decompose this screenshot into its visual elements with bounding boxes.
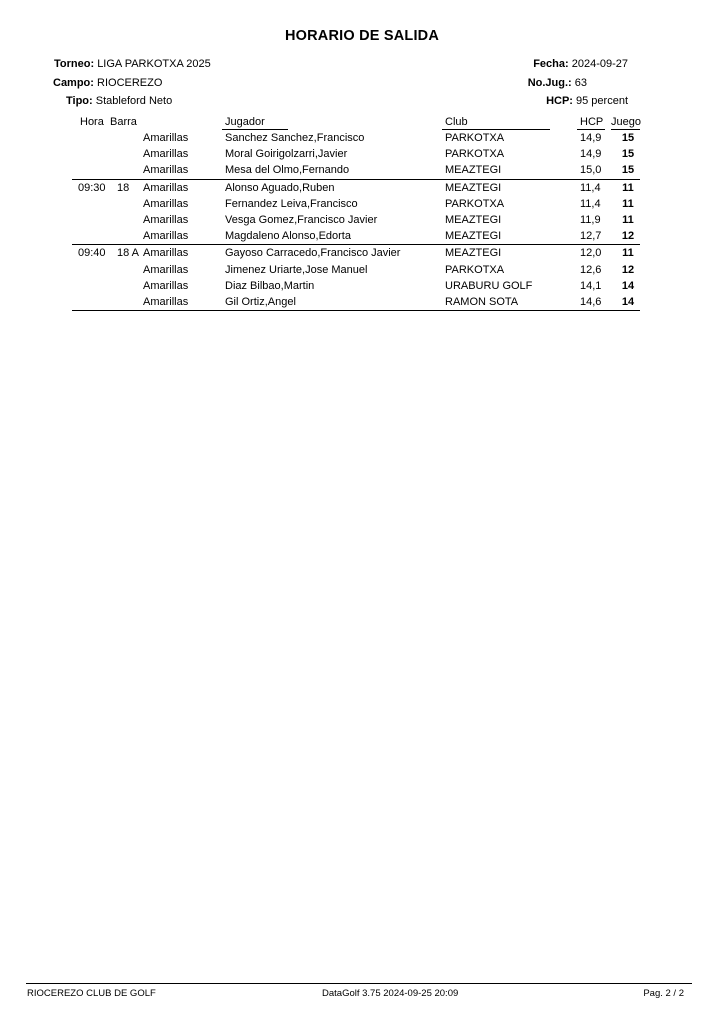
table-row: [72, 294, 640, 310]
cell-hora: 09:30: [78, 181, 106, 194]
footer-divider: [26, 983, 692, 984]
page-title: HORARIO DE SALIDA: [284, 28, 440, 44]
cell-jugador: Gil Ortiz,Angel: [225, 295, 296, 308]
table-row: [72, 278, 640, 294]
cell-club: PARKOTXA: [445, 148, 505, 161]
cell-jugador: Alonso Aguado,Ruben: [225, 181, 335, 194]
table-row: [72, 162, 640, 178]
cell-club: MEAZTEGI: [445, 181, 502, 194]
meta-right: [378, 55, 628, 111]
header-juego: Juego: [611, 116, 641, 128]
cell-juego: 15: [621, 148, 635, 161]
nojug-value: 63: [574, 76, 587, 89]
cell-tee: Amarillas: [143, 279, 189, 292]
table-row: [72, 212, 640, 228]
cell-juego: 15: [621, 164, 635, 177]
table-header: [72, 115, 640, 130]
cell-hcp: 14,9: [580, 132, 602, 144]
cell-tee: Amarillas: [143, 197, 189, 210]
footer-page-number: Pag. 2 / 2: [643, 988, 684, 999]
cell-tee: Amarillas: [143, 263, 189, 276]
footer-club-name: RIOCEREZO CLUB DE GOLF: [27, 988, 156, 999]
cell-hcp: 11,4: [580, 197, 601, 210]
cell-club: PARKOTXA: [445, 197, 505, 210]
table-row: [72, 180, 640, 196]
tee-group: [72, 180, 640, 246]
cell-club: RAMON SOTA: [445, 295, 519, 308]
table-row: [72, 245, 640, 261]
header-jugador: Jugador: [225, 116, 265, 128]
cell-tee: Amarillas: [143, 132, 189, 144]
header-hcp: HCP: [580, 116, 604, 128]
cell-club: MEAZTEGI: [445, 164, 502, 177]
cell-hcp: 11,4: [580, 181, 601, 194]
cell-juego: 11: [622, 181, 634, 194]
cell-club: URABURU GOLF: [445, 279, 533, 292]
cell-barra: 18 A: [117, 247, 140, 260]
tee-times-table: [72, 115, 640, 311]
table-row: [72, 146, 640, 162]
cell-tee: Amarillas: [143, 148, 189, 161]
cell-jugador: Gayoso Carracedo,Francisco Javier: [225, 247, 401, 260]
table-row: [72, 130, 640, 146]
torneo-value: LIGA PARKOTXA 2025: [97, 58, 211, 70]
fecha-label: Fecha:: [533, 58, 569, 70]
tipo-value: Stableford Neto: [95, 95, 173, 107]
cell-hora: 09:40: [78, 247, 106, 260]
cell-club: PARKOTXA: [445, 263, 505, 276]
cell-jugador: Magdaleno Alonso,Edorta: [225, 230, 351, 243]
fecha-value: 2024-09-27: [571, 58, 628, 70]
header-barra: Barra: [110, 116, 137, 128]
header-hora: Hora: [80, 116, 104, 128]
cell-jugador: Fernandez Leiva,Francisco: [225, 197, 358, 210]
cell-club: PARKOTXA: [445, 132, 505, 144]
cell-tee: Amarillas: [143, 295, 189, 308]
tipo-label: Tipo:: [66, 95, 93, 107]
cell-juego: 14: [621, 279, 635, 292]
hcp-label: HCP:: [546, 95, 573, 107]
hcp-row: [378, 92, 628, 111]
cell-hcp: 12,0: [580, 247, 602, 260]
cell-jugador: Moral Goirigolzarri,Javier: [225, 148, 348, 161]
nojug-row: [378, 74, 587, 93]
cell-barra: 18: [117, 181, 130, 194]
tee-group: [72, 245, 640, 311]
cell-jugador: Mesa del Olmo,Fernando: [225, 164, 350, 177]
cell-hcp: 14,1: [580, 279, 602, 292]
cell-hcp: 14,9: [580, 148, 602, 161]
cell-juego: 11: [622, 247, 634, 260]
campo-value: RIOCEREZO: [97, 76, 163, 89]
cell-juego: 14: [621, 295, 635, 308]
cell-tee: Amarillas: [143, 247, 189, 260]
table-row: [72, 228, 640, 244]
torneo-label: Torneo:: [54, 58, 95, 70]
table-row: [72, 262, 640, 278]
cell-club: MEAZTEGI: [445, 247, 502, 260]
cell-club: MEAZTEGI: [445, 213, 502, 226]
cell-juego: 12: [621, 263, 635, 276]
cell-tee: Amarillas: [143, 181, 189, 194]
cell-hcp: 15,0: [580, 164, 602, 177]
cell-juego: 12: [621, 230, 635, 243]
footer-software-stamp: DataGolf 3.75 2024-09-25 20:09: [322, 988, 459, 999]
cell-hcp: 14,6: [580, 295, 602, 308]
meta-left: [0, 55, 250, 111]
hcp-value: 95 percent: [576, 95, 628, 107]
cell-tee: Amarillas: [143, 230, 189, 243]
fecha-row: [378, 55, 628, 74]
cell-jugador: Diaz Bilbao,Martin: [225, 279, 315, 292]
campo-label: Campo:: [53, 76, 94, 89]
cell-hcp: 11,9: [580, 213, 601, 226]
cell-tee: Amarillas: [143, 164, 189, 177]
cell-hcp: 12,6: [580, 263, 602, 276]
header-club: Club: [445, 116, 468, 128]
table-row: [72, 196, 640, 212]
cell-club: MEAZTEGI: [445, 230, 502, 243]
cell-jugador: Vesga Gomez,Francisco Javier: [225, 213, 378, 226]
cell-jugador: Jimenez Uriarte,Jose Manuel: [225, 263, 368, 276]
tipo-row: [0, 92, 250, 111]
cell-tee: Amarillas: [143, 213, 189, 226]
cell-hcp: 12,7: [580, 230, 602, 243]
campo-row: [0, 74, 250, 93]
tee-group: [72, 130, 640, 180]
torneo-row: [0, 55, 250, 74]
cell-jugador: Sanchez Sanchez,Francisco: [225, 132, 365, 144]
cell-juego: 11: [622, 213, 634, 226]
cell-juego: 11: [622, 197, 634, 210]
cell-juego: 15: [621, 132, 635, 144]
nojug-label: No.Jug.:: [527, 76, 572, 89]
